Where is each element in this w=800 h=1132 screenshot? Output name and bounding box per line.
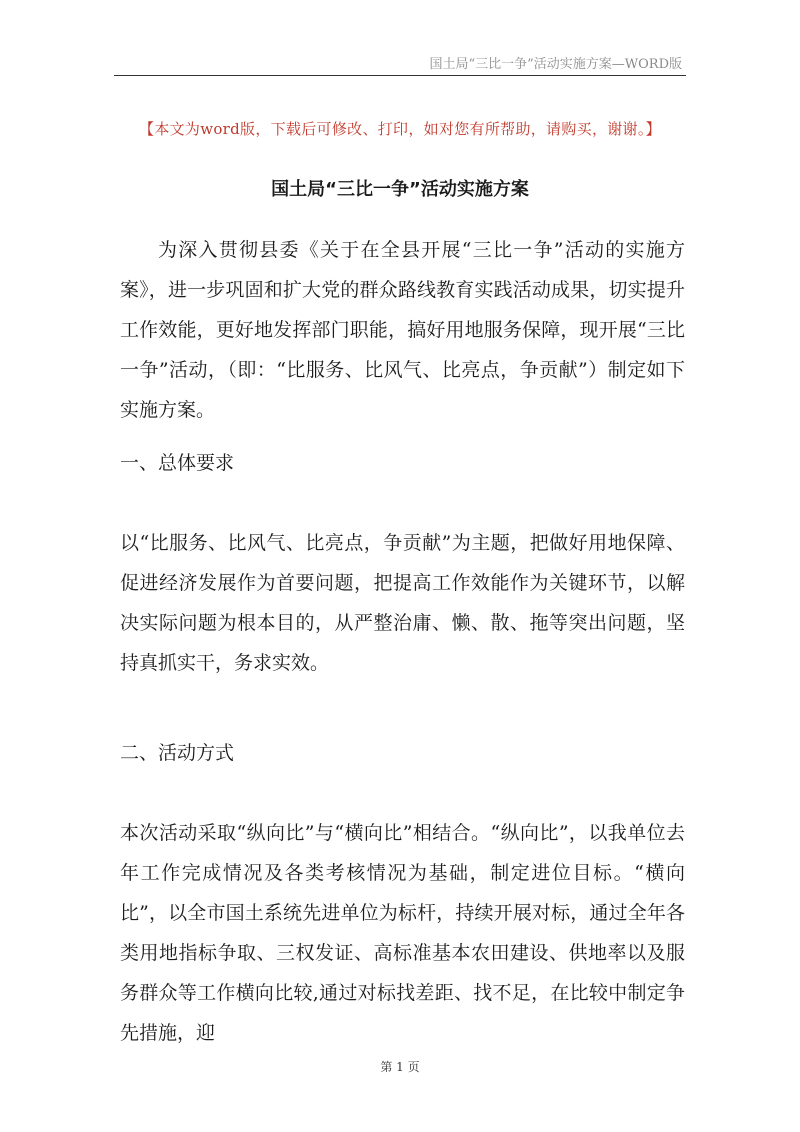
section-heading-general-requirements: 一、总体要求	[120, 452, 235, 474]
document-title: 国土局“三比一争”活动实施方案	[271, 179, 529, 200]
page-number: 第 1 页	[380, 1060, 420, 1074]
header-divider	[114, 75, 686, 76]
general-requirements-paragraph: 以“比服务、比风气、比亮点，争贡献”为主题，把做好用地保障、促进经济发展作为首要问题，把提高工作效能作为关键环节，以解决实际问题为根本目的，从严整治庸、懒、散、拖等突出问题，坚持真抓实干，务求实效。	[120, 532, 685, 674]
section-heading-activity-method: 二、活动方式	[120, 742, 235, 764]
purchase-notice: 【本文为word版，下载后可修改、打印，如对您有所帮助，请购买，谢谢。】	[139, 120, 661, 138]
intro-paragraph: 为深入贯彻县委《关于在全县开展“三比一争”活动的实施方案》，进一步巩固和扩大党的群众路线教育实践活动成果，切实提升工作效能，更好地发挥部门职能，搞好用地服务保障，现开展“三比一争”活动，（即：“比服务、比风气、比亮点，争贡献”）制定如下实施方案。	[120, 239, 685, 421]
activity-method-paragraph: 本次活动采取“纵向比”与“横向比”相结合。“纵向比”，以我单位去年工作完成情况及各类考核情况为基础，制定进位目标。“横向比”，以全市国土系统先进单位为标杆，持续开展对标，通过全年各类用地指标争取、三权发证、高标准基本农田建设、供地率以及服务群众等工作横向比较,通过对标找差距、找不足，在比较中制定争先措施，迎	[120, 822, 685, 1044]
running-header: 国土局“三比一争”活动实施方案—WORD版	[429, 57, 682, 72]
